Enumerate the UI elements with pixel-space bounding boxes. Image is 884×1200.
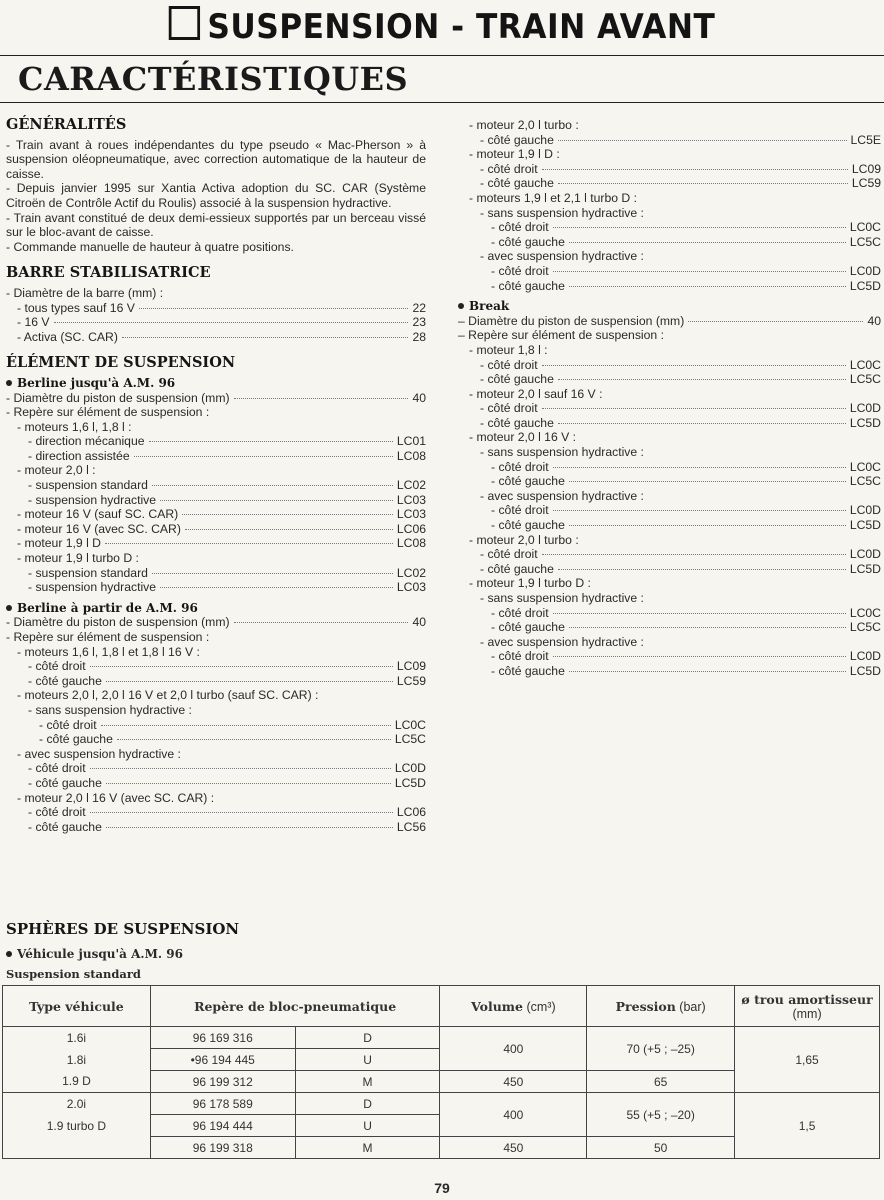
table-cell: 96 169 316 xyxy=(150,1027,295,1049)
spec-row xyxy=(6,688,426,703)
spec-row xyxy=(458,358,881,373)
spec-label: - avec suspension hydractive : xyxy=(480,488,644,503)
barre-list xyxy=(6,301,426,345)
spec-value: LC5D xyxy=(849,663,881,678)
spec-label: - suspension hydractive xyxy=(28,580,157,595)
spec-value: LC56 xyxy=(396,819,426,834)
spec-label: - côté gauche xyxy=(28,673,102,688)
spec-label: - côté droit xyxy=(480,161,538,176)
spec-value: LC5D xyxy=(849,561,881,576)
table-cell: 1.9 D xyxy=(3,1071,151,1093)
spec-label: - côté droit xyxy=(491,503,549,518)
spec-row xyxy=(6,507,426,522)
spec-row xyxy=(6,718,426,733)
dot-leader xyxy=(569,671,846,672)
dot-leader xyxy=(54,322,409,323)
table-cell: U xyxy=(295,1115,440,1137)
spec-label: - côté gauche xyxy=(491,518,565,533)
spheres-subtitle-2: Suspension standard xyxy=(6,967,141,981)
spec-value: LC0D xyxy=(849,649,881,664)
break-list xyxy=(458,314,881,679)
page-title xyxy=(35,6,848,47)
spec-row xyxy=(458,387,881,402)
spec-label: - sans suspension hydractive : xyxy=(28,702,192,717)
spec-label: - côté droit xyxy=(480,401,538,416)
spec-label: - moteur 2,0 l : xyxy=(17,463,96,478)
spec-label: - côté gauche xyxy=(28,819,102,834)
spec-row xyxy=(458,279,881,294)
spec-row xyxy=(6,449,426,464)
spec-row xyxy=(458,416,881,431)
dot-leader xyxy=(558,379,846,380)
spec-value: 23 xyxy=(412,315,426,330)
page-number: 79 xyxy=(434,1180,450,1196)
paragraph: - Train avant constitué de deux demi-essieux supportés par un berceau vissé sur le bloc-avant de caisse. xyxy=(6,210,426,240)
spec-row xyxy=(458,118,881,133)
spec-label: - côté droit xyxy=(491,459,549,474)
spec-label: - Repère sur élément de suspension : xyxy=(6,405,210,420)
spec-label: - côté gauche xyxy=(491,474,565,489)
spec-row xyxy=(458,264,881,279)
spec-row xyxy=(6,580,426,595)
spec-row xyxy=(6,732,426,747)
dot-leader xyxy=(553,467,846,468)
dot-leader xyxy=(106,827,393,828)
dot-leader xyxy=(234,622,409,623)
spec-row xyxy=(458,133,881,148)
spec-value: 22 xyxy=(412,300,426,315)
spec-row xyxy=(458,664,881,679)
spec-label: – Repère sur élément de suspension : xyxy=(458,328,664,343)
table-cell: 96 199 312 xyxy=(150,1071,295,1093)
table-cell: M xyxy=(295,1137,440,1159)
spec-value: LC08 xyxy=(396,536,426,551)
spec-row xyxy=(6,791,426,806)
spec-value: LC5C xyxy=(849,620,881,635)
berline1-list xyxy=(6,391,426,595)
generalites-title: GÉNÉRALITÉS xyxy=(6,116,127,133)
divider xyxy=(0,102,884,103)
spheres-table xyxy=(2,985,880,1159)
spec-label: - côté droit xyxy=(28,659,86,674)
spec-row xyxy=(458,372,881,387)
spec-label: - direction assistée xyxy=(28,448,130,463)
spec-row xyxy=(458,489,881,504)
spec-label: - moteur 1,8 l : xyxy=(469,342,548,357)
spec-label: - moteurs 1,9 l et 2,1 l turbo D : xyxy=(469,190,637,205)
spec-value: LC0C xyxy=(394,717,426,732)
spec-row xyxy=(6,330,426,345)
spec-row xyxy=(458,249,881,264)
dot-leader xyxy=(234,398,409,399)
table-cell: 65 xyxy=(587,1071,735,1093)
table-cell: 400 xyxy=(440,1093,587,1137)
table-header-row xyxy=(3,986,880,1027)
spec-label: - moteur 2,0 l turbo : xyxy=(469,532,579,547)
paragraph: - Commande manuelle de hauteur à quatre positions. xyxy=(6,239,294,254)
spec-label: - moteur 2,0 l turbo : xyxy=(469,118,579,132)
spec-value: LC0C xyxy=(849,605,881,620)
bullet-icon xyxy=(458,303,464,309)
spec-row xyxy=(458,328,881,343)
spec-row xyxy=(458,635,881,650)
dot-leader xyxy=(90,812,393,813)
spec-label: - côté gauche xyxy=(480,372,554,387)
dot-leader xyxy=(542,169,848,170)
element-title: ÉLÉMENT DE SUSPENSION xyxy=(6,354,236,372)
spec-value: LC5C xyxy=(849,234,881,249)
table-row xyxy=(3,1027,880,1049)
spec-label: - moteur 1,9 l D xyxy=(17,536,101,551)
table-cell: U xyxy=(295,1049,440,1071)
spec-row xyxy=(458,503,881,518)
table-cell: D xyxy=(295,1027,440,1049)
dot-leader xyxy=(106,783,391,784)
spec-value: LC0D xyxy=(849,401,881,416)
paragraph: - Train avant à roues indépendantes du type pseudo « Mac-Pherson » à suspension oléopneumatique, avec correction automatique de la hauteur de caisse. xyxy=(6,137,426,181)
table-cell: 55 (+5 ; –20) xyxy=(587,1093,735,1137)
spec-value: LC03 xyxy=(396,580,426,595)
spec-label: - direction mécanique xyxy=(28,434,145,449)
paragraph: - Depuis janvier 1995 sur Xantia Activa adoption du SC. CAR (Système Citroën de Contrôle Actif du Roulis) associé à la suspension hydractive. xyxy=(6,181,426,210)
table-cell: 450 xyxy=(440,1137,587,1159)
header-volume: Volume (cm³) xyxy=(440,986,587,1027)
spec-label: - avec suspension hydractive : xyxy=(17,746,181,761)
spec-row xyxy=(458,162,881,177)
dot-leader xyxy=(160,587,393,588)
spec-value: LC06 xyxy=(396,805,426,820)
spec-label: - moteur 1,9 l turbo D : xyxy=(469,576,591,591)
spec-value: LC5D xyxy=(849,278,881,293)
spec-value: LC5C xyxy=(849,372,881,387)
spec-label: - côté droit xyxy=(491,263,549,278)
spec-value: LC5E xyxy=(850,132,881,147)
spec-label: - côté droit xyxy=(491,649,549,664)
right-list-top xyxy=(458,118,881,293)
dot-leader xyxy=(152,485,393,486)
spec-label: - sans suspension hydractive : xyxy=(480,591,644,605)
spec-value: LC5C xyxy=(849,474,881,489)
spec-value: LC09 xyxy=(396,659,426,674)
spec-row xyxy=(6,615,426,630)
dot-leader xyxy=(182,514,393,515)
spec-value: LC0D xyxy=(849,263,881,278)
spec-value: LC09 xyxy=(851,161,881,176)
spec-row xyxy=(458,235,881,250)
bullet-icon xyxy=(6,951,12,957)
dot-leader xyxy=(542,554,846,555)
spec-label: - moteurs 1,6 l, 1,8 l : xyxy=(17,419,132,434)
table-row xyxy=(3,1093,880,1115)
spec-label: - côté droit xyxy=(28,761,86,776)
spec-value: LC03 xyxy=(396,492,426,507)
square-icon xyxy=(169,6,200,40)
spec-label: - côté gauche xyxy=(491,620,565,635)
spec-label: - moteur 2,0 l 16 V : xyxy=(469,430,577,445)
dot-leader xyxy=(569,481,846,482)
spec-value: 28 xyxy=(412,329,426,344)
spec-row xyxy=(6,434,426,449)
spec-value: LC59 xyxy=(396,673,426,688)
spec-row xyxy=(458,562,881,577)
spec-label: - Repère sur élément de suspension : xyxy=(6,630,210,644)
break-title: Break xyxy=(458,299,881,314)
spec-row xyxy=(6,566,426,581)
spec-row xyxy=(6,630,426,645)
dot-leader xyxy=(152,573,393,574)
dot-leader xyxy=(122,337,409,338)
spec-value: LC5D xyxy=(849,518,881,533)
spec-row xyxy=(6,659,426,674)
dot-leader xyxy=(558,140,847,141)
spec-label: - sans suspension hydractive : xyxy=(480,445,644,460)
dot-leader xyxy=(542,408,846,409)
spec-row xyxy=(6,536,426,551)
table-cell xyxy=(3,1137,151,1159)
dot-leader xyxy=(134,456,393,457)
spec-row xyxy=(6,645,426,660)
spec-row xyxy=(458,191,881,206)
dot-leader xyxy=(542,365,846,366)
right-column xyxy=(458,118,881,679)
spec-label: - moteur 2,0 l 16 V (avec SC. CAR) : xyxy=(17,790,215,805)
spec-row xyxy=(458,176,881,191)
spec-row xyxy=(6,391,426,406)
spec-value: LC03 xyxy=(396,507,426,522)
spec-label: - moteur 2,0 l sauf 16 V : xyxy=(469,386,603,401)
dot-leader xyxy=(105,543,393,544)
dot-leader xyxy=(185,529,393,530)
spec-value: LC0D xyxy=(394,761,426,776)
table-cell: 1,5 xyxy=(735,1093,880,1159)
spec-label: - moteurs 1,6 l, 1,8 l et 1,8 l 16 V : xyxy=(17,644,200,659)
table-cell: 400 xyxy=(440,1027,587,1071)
spec-row xyxy=(6,420,426,435)
spec-row xyxy=(6,674,426,689)
spec-row xyxy=(6,805,426,820)
table-cell: 1,65 xyxy=(735,1027,880,1093)
dot-leader xyxy=(553,510,846,511)
spec-value: 40 xyxy=(412,390,426,405)
spec-value: 40 xyxy=(412,615,426,630)
dot-leader xyxy=(553,656,846,657)
header-pression: Pression (bar) xyxy=(587,986,735,1027)
dot-leader xyxy=(553,613,846,614)
spec-label: - suspension hydractive xyxy=(28,492,157,507)
table-cell: •96 194 445 xyxy=(150,1049,295,1071)
table-cell: 96 178 589 xyxy=(150,1093,295,1115)
spec-label: - côté droit xyxy=(28,805,86,820)
spec-label: – Diamètre du piston de suspension (mm) xyxy=(458,313,685,328)
spec-value: LC5D xyxy=(849,415,881,430)
spec-label: - côté gauche xyxy=(28,775,102,790)
table-cell: 1.8i xyxy=(3,1049,151,1071)
berline1-title: Berline jusqu'à A.M. 96 xyxy=(6,376,426,391)
spec-label: - côté gauche xyxy=(39,732,113,747)
spec-label: - côté droit xyxy=(480,547,538,562)
dot-leader xyxy=(569,286,846,287)
dot-leader xyxy=(106,681,393,682)
spec-row xyxy=(458,401,881,416)
spec-label: - côté gauche xyxy=(480,561,554,576)
spec-label: - suspension standard xyxy=(28,478,148,493)
table-cell: 450 xyxy=(440,1071,587,1093)
spec-label: - suspension standard xyxy=(28,565,148,580)
table-cell: 96 199 318 xyxy=(150,1137,295,1159)
dot-leader xyxy=(553,271,846,272)
spec-value: LC02 xyxy=(396,565,426,580)
spec-label: - côté gauche xyxy=(491,278,565,293)
table-cell: D xyxy=(295,1093,440,1115)
dot-leader xyxy=(90,666,393,667)
table-cell: 96 194 444 xyxy=(150,1115,295,1137)
spec-row xyxy=(6,315,426,330)
spec-row xyxy=(458,430,881,445)
dot-leader xyxy=(688,321,863,322)
spec-label: - côté droit xyxy=(491,220,549,235)
page-title-text: SUSPENSION - TRAIN AVANT xyxy=(207,7,716,47)
spec-row xyxy=(458,547,881,562)
spec-label: - moteur 16 V (avec SC. CAR) xyxy=(17,521,181,536)
spec-value: LC0C xyxy=(849,220,881,235)
spec-label: - côté droit xyxy=(491,605,549,620)
left-column xyxy=(6,118,426,834)
dot-leader xyxy=(149,441,393,442)
spec-row xyxy=(458,649,881,664)
dot-leader xyxy=(558,183,848,184)
spec-value: LC0D xyxy=(849,547,881,562)
dot-leader xyxy=(558,423,846,424)
spec-label: - côté gauche xyxy=(491,663,565,678)
divider xyxy=(0,55,884,56)
spec-row xyxy=(458,620,881,635)
spec-row xyxy=(6,522,426,537)
spec-row xyxy=(458,147,881,162)
spec-row xyxy=(6,747,426,762)
spec-row xyxy=(458,220,881,235)
spec-row xyxy=(458,474,881,489)
spec-value: LC01 xyxy=(396,434,426,449)
spec-value: LC0D xyxy=(849,503,881,518)
table-cell: 70 (+5 ; –25) xyxy=(587,1027,735,1071)
dot-leader xyxy=(569,627,846,628)
spec-row xyxy=(6,405,426,420)
dot-leader xyxy=(101,725,391,726)
dot-leader xyxy=(160,500,393,501)
spec-row xyxy=(6,493,426,508)
spec-row xyxy=(6,478,426,493)
section-title: CARACTÉRISTIQUES xyxy=(18,60,409,98)
spec-value: LC02 xyxy=(396,478,426,493)
spec-label: - côté gauche xyxy=(480,176,554,191)
spec-row xyxy=(6,463,426,478)
spec-label: - Diamètre du piston de suspension (mm) xyxy=(6,390,230,405)
spec-value: LC06 xyxy=(396,521,426,536)
spec-row xyxy=(458,343,881,358)
table-cell: 1.9 turbo D xyxy=(3,1115,151,1137)
spec-row xyxy=(458,445,881,460)
spec-row xyxy=(458,606,881,621)
spec-label: - côté gauche xyxy=(480,415,554,430)
spec-label: - 16 V xyxy=(17,315,50,330)
spec-row xyxy=(6,761,426,776)
spec-row xyxy=(6,820,426,835)
spec-row xyxy=(458,591,881,606)
spec-label: - Diamètre du piston de suspension (mm) xyxy=(6,615,230,630)
spec-label: - tous types sauf 16 V xyxy=(17,300,135,315)
bullet-icon xyxy=(6,605,12,611)
table-cell: M xyxy=(295,1071,440,1093)
dot-leader xyxy=(553,227,846,228)
header-type: Type véhicule xyxy=(3,986,151,1027)
barre-intro: - Diamètre de la barre (mm) : xyxy=(6,285,164,300)
berline2-list xyxy=(6,615,426,834)
spec-value: LC08 xyxy=(396,448,426,463)
spec-row xyxy=(6,703,426,718)
spec-value: LC0C xyxy=(849,357,881,372)
dot-leader xyxy=(569,525,846,526)
spec-label: - Activa (SC. CAR) xyxy=(17,329,118,344)
spec-row xyxy=(458,460,881,475)
dot-leader xyxy=(90,768,391,769)
header-repere: Repère de bloc-pneumatique xyxy=(150,986,440,1027)
spec-value: LC5D xyxy=(394,775,426,790)
spec-value: 40 xyxy=(867,313,881,328)
spec-value: LC59 xyxy=(851,176,881,191)
spheres-title: SPHÈRES DE SUSPENSION xyxy=(6,920,240,938)
spec-label: - côté gauche xyxy=(480,132,554,147)
spec-label: - moteur 16 V (sauf SC. CAR) xyxy=(17,507,179,522)
spec-row xyxy=(458,533,881,548)
table-cell: 2.0i xyxy=(3,1093,151,1115)
dot-leader xyxy=(117,739,391,740)
dot-leader xyxy=(558,569,846,570)
spec-label: - côté droit xyxy=(39,717,97,732)
dot-leader xyxy=(569,242,846,243)
spec-label: - moteur 1,9 l D : xyxy=(469,147,560,162)
spec-row xyxy=(6,551,426,566)
spec-row xyxy=(458,314,881,329)
spec-label: - sans suspension hydractive : xyxy=(480,205,644,220)
bullet-icon xyxy=(6,380,12,386)
spec-label: - moteurs 2,0 l, 2,0 l 16 V et 2,0 l turbo (sauf SC. CAR) : xyxy=(17,688,319,703)
spheres-subtitle: Véhicule jusqu'à A.M. 96 xyxy=(6,947,183,961)
table-cell: 1.6i xyxy=(3,1027,151,1049)
spec-value: LC0C xyxy=(849,459,881,474)
spec-row xyxy=(458,576,881,591)
berline2-title: Berline à partir de A.M. 96 xyxy=(6,601,426,616)
dot-leader xyxy=(139,308,409,309)
spec-row xyxy=(458,518,881,533)
header-trou: ø trou amortisseur (mm) xyxy=(735,986,880,1027)
spec-row xyxy=(458,206,881,221)
barre-title: BARRE STABILISATRICE xyxy=(6,264,211,282)
spec-label: - côté droit xyxy=(480,357,538,372)
spec-value: LC5C xyxy=(394,732,426,747)
spec-label: - côté gauche xyxy=(491,234,565,249)
table-cell: 50 xyxy=(587,1137,735,1159)
spec-label: - moteur 1,9 l turbo D : xyxy=(17,551,139,566)
spec-label: - avec suspension hydractive : xyxy=(480,634,644,649)
spec-label: - avec suspension hydractive : xyxy=(480,249,644,264)
generalites-text xyxy=(6,138,426,255)
spec-row xyxy=(6,776,426,791)
spec-row xyxy=(6,301,426,316)
